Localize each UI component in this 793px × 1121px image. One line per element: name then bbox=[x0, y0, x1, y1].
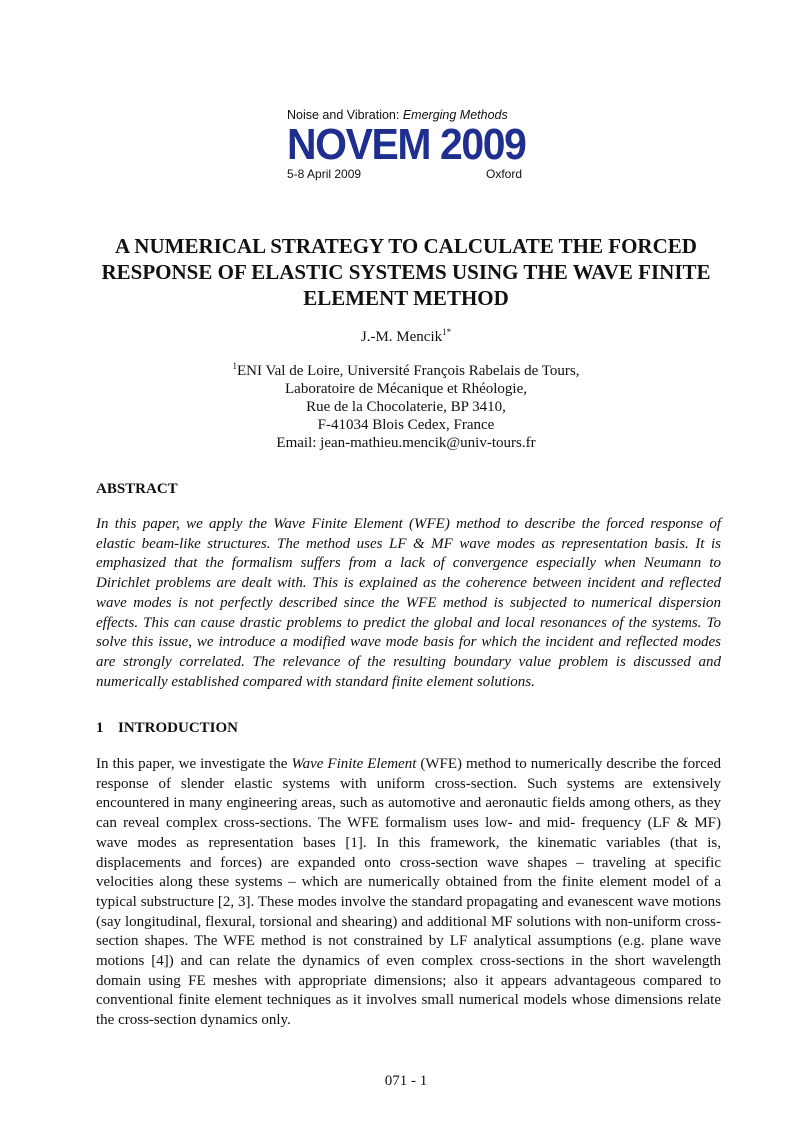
intro-emphasis: Wave Finite Element bbox=[291, 756, 417, 772]
affiliation-line bbox=[60, 357, 752, 380]
affiliation-institution: ENI Val de Loire, Université François Rabelais de Tours, bbox=[237, 363, 580, 379]
conference-subtitle-prefix: Noise and Vibration: bbox=[287, 108, 403, 122]
section-title: INTRODUCTION bbox=[118, 720, 239, 736]
section-number: 1 bbox=[96, 720, 104, 736]
affiliation-line: Rue de la Chocolaterie, BP 3410, bbox=[306, 399, 506, 415]
author-marks: 1* bbox=[442, 327, 452, 337]
affiliation-mark: 1 bbox=[232, 361, 237, 371]
conference-dates: 5-8 April 2009 bbox=[287, 167, 362, 181]
affiliation-line: F-41034 Blois Cedex, France bbox=[317, 417, 495, 433]
author-name: J.-M. Mencik bbox=[360, 329, 443, 345]
conference-subtitle-emphasis: Emerging Methods bbox=[402, 108, 508, 122]
introduction-heading bbox=[96, 719, 238, 737]
page-number: 071 - 1 bbox=[384, 1073, 428, 1089]
conference-name: NOVEM 2009 bbox=[287, 120, 526, 169]
intro-text-rest: (WFE) method to numerically describe the forced response of slender elastic systems with uniform cross-section. Such systems are extensively encountered in many engineering areas, such as automotive and aeronautic fields among others, as they can reveal complex cross-sections. The WFE formalism uses low- and mid- frequency (LF & MF) wave modes as representation bases [1]. In this framework, the kinematic variables (that is, displacements and forces) are expanded onto cross-section wave shapes – traveling at specific velocities along these systems – which are numerically obtained from the finite element model of a typical substructure [2, 3]. These modes involve the standard propagating and evanescent wave motions (say longitudinal, flexural, torsional and shearing) and additional MF solutions with non-uniform cross-section shapes. The WFE method is not constrained by LF analytical assumptions (e.g. plane wave motions [4]) and can relate the dynamics of even complex cross-sections in the short wavelength domain using FE meshes with appropriate dimensions; also it appears advantageous compared to conventional finite element techniques as it involves small numerical models whose dimensions relate the cross-section dynamics only. bbox=[96, 756, 721, 1029]
conference-header bbox=[287, 107, 527, 181]
author-email: Email: jean-mathieu.mencik@univ-tours.fr bbox=[276, 435, 536, 451]
intro-text-start: In this paper, we investigate the bbox=[96, 756, 292, 772]
author-line bbox=[60, 323, 752, 346]
abstract-text: In this paper, we apply the Wave Finite Element (WFE) method to describe the forced response of elastic beam-like structures. The method uses LF & MF wave modes as representation basis. It is emphasized that the formalism suffers from a lack of convergence especially when Neumann to Dirichlet problems are dealt with. This is explained as the coherence between incident and reflected wave modes is not perfectly described since the WFE method is subjected to numerical dispersion effects. This can cause drastic problems to predict the global and local resonances of the systems. To solve this issue, we introduce a modified wave mode basis for which the incident and reflected modes are strongly correlated. The relevance of the resulting boundary value problem is discussed and numerically established compared with standard finite element solutions. bbox=[96, 516, 721, 690]
abstract-heading: ABSTRACT bbox=[96, 481, 178, 497]
conference-location: Oxford bbox=[485, 167, 522, 181]
affiliation-line: Laboratoire de Mécanique et Rhéologie, bbox=[285, 381, 527, 397]
introduction-paragraph bbox=[96, 755, 721, 1031]
conference-date-location bbox=[287, 167, 522, 181]
paper-title: A NUMERICAL STRATEGY TO CALCULATE THE FORCED RESPONSE OF ELASTIC SYSTEMS USING THE WAVE FINITE ELEMENT METHOD bbox=[101, 234, 711, 310]
affiliation-block bbox=[60, 357, 752, 452]
